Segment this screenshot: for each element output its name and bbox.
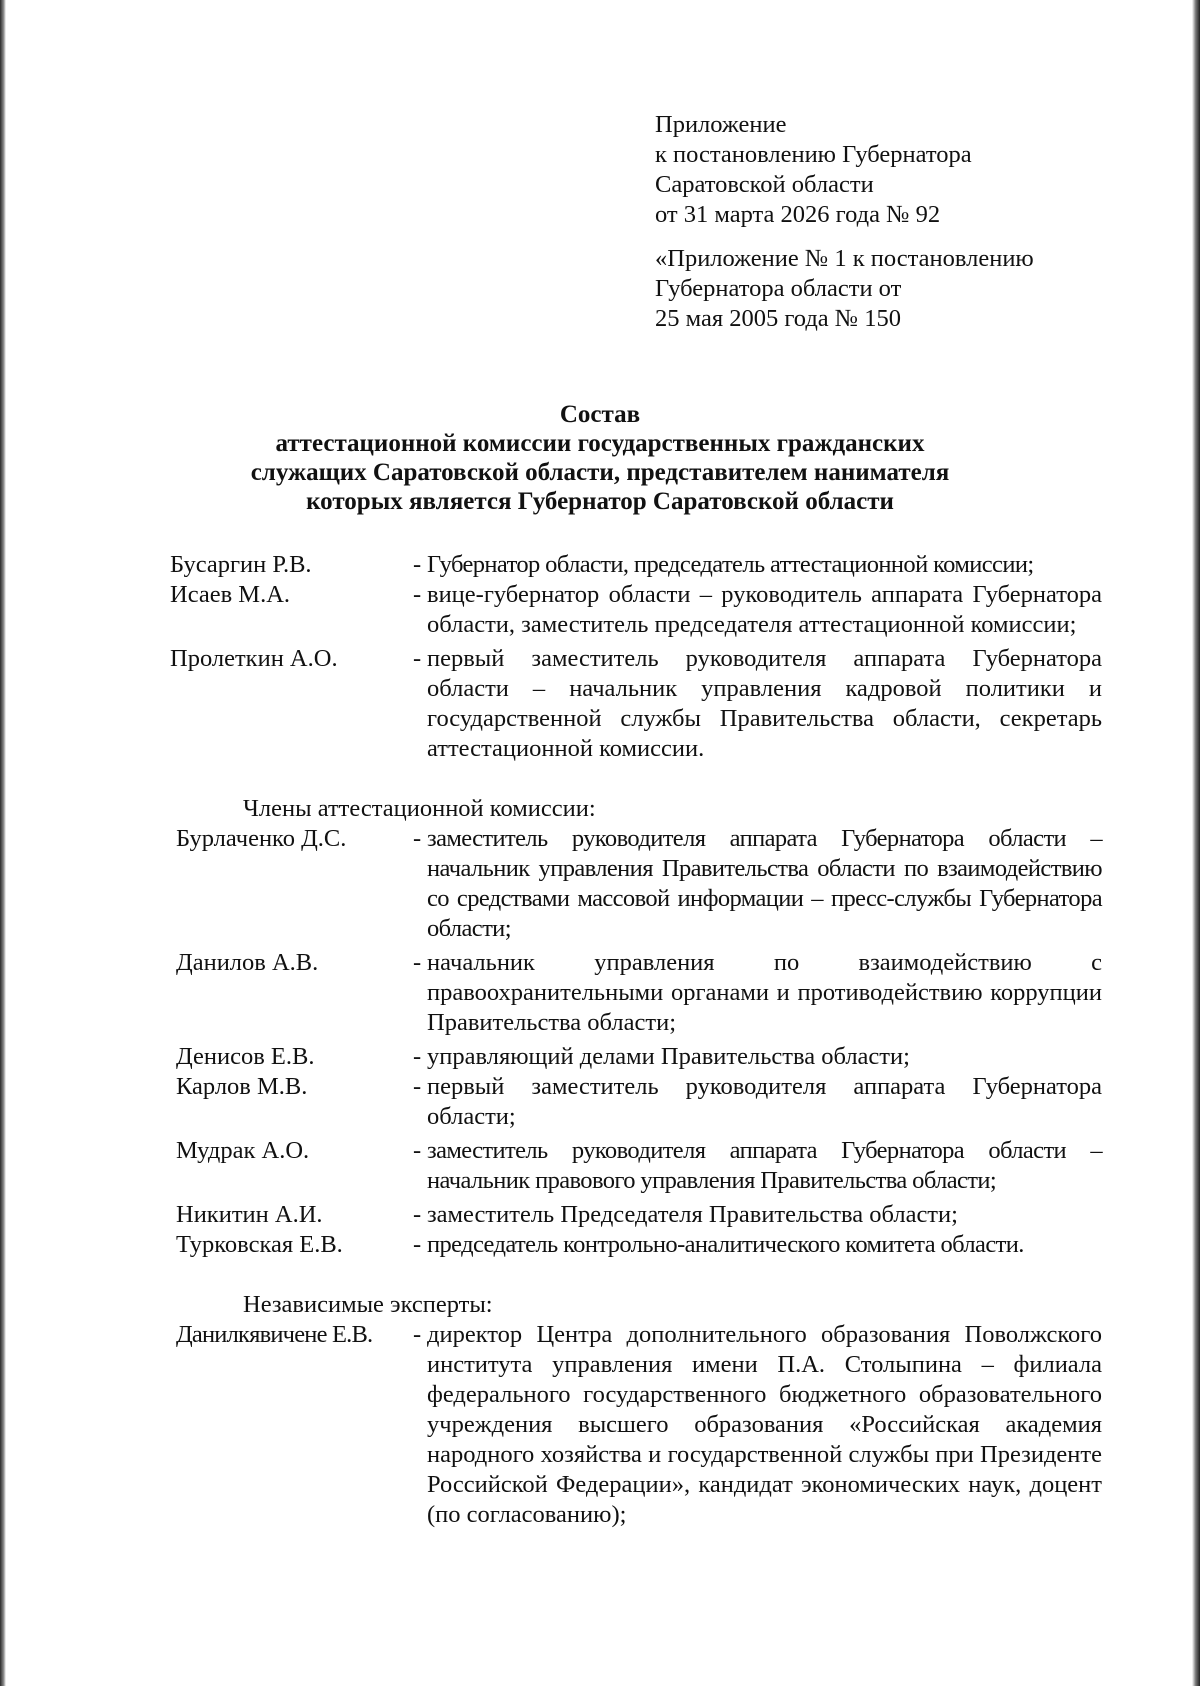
list-item xyxy=(170,644,1105,764)
list-item xyxy=(170,948,1105,1038)
list-item xyxy=(170,580,1105,640)
dash: - xyxy=(413,1201,422,1228)
list-item xyxy=(170,1042,1105,1072)
dash: - xyxy=(413,1321,422,1348)
dash: - xyxy=(413,1043,422,1070)
annex-line: Приложение xyxy=(655,111,787,138)
annex-block-original xyxy=(655,244,1115,334)
annex-line: к постановлению Губернатора xyxy=(655,141,972,168)
member-role: Губернатор области, председатель аттестационной комиссии; xyxy=(427,551,1034,578)
member-role: начальник управления по взаимодействию с правоохранительными органами и противодействию коррупции Правительства области; xyxy=(427,949,1102,1036)
title-line: Состав xyxy=(559,401,641,428)
member-name: Турковская Е.В. xyxy=(176,1231,343,1258)
document-title xyxy=(150,400,1050,516)
member-role: первый заместитель руководителя аппарата Губернатора области; xyxy=(427,1073,1102,1130)
member-name: Данилов А.В. xyxy=(176,949,319,976)
list-item xyxy=(170,1320,1105,1530)
member-role: заместитель Председателя Правительства области; xyxy=(427,1201,958,1228)
member-name: Карлов М.В. xyxy=(176,1073,308,1100)
member-role: заместитель руководителя аппарата Губернатора области – начальник правового управления Правительства области; xyxy=(427,1137,1102,1194)
members-heading: Члены аттестационной комиссии: xyxy=(243,795,596,822)
dash: - xyxy=(413,551,422,578)
list-item xyxy=(170,1200,1105,1230)
member-name: Пролеткин А.О. xyxy=(170,645,338,672)
annex-line: 25 мая 2005 года № 150 xyxy=(655,305,902,332)
dash: - xyxy=(413,1073,422,1100)
member-name: Исаев М.А. xyxy=(170,581,291,608)
annex-line: Губернатора области от xyxy=(655,275,902,302)
member-name: Денисов Е.В. xyxy=(176,1043,315,1070)
commission-list xyxy=(170,550,1105,1530)
dash: - xyxy=(413,825,422,852)
dash: - xyxy=(413,645,422,672)
member-name: Никитин А.И. xyxy=(176,1201,323,1228)
experts-heading: Независимые эксперты: xyxy=(243,1291,493,1318)
member-name: Бурлаченко Д.С. xyxy=(176,825,347,852)
member-role: председатель контрольно-аналитического комитета области. xyxy=(427,1231,1024,1258)
annex-block-current xyxy=(655,110,1115,230)
list-item xyxy=(170,1072,1105,1132)
title-line: служащих Саратовской области, представителем нанимателя xyxy=(250,459,950,486)
list-item xyxy=(170,824,1105,944)
member-role: директор Центра дополнительного образования Поволжского института управления имени П.А. Столыпина – филиала федерального государственного бюджетного образовательного учреждения высшего образования «Российская академия народного хозяйства и государственной службы при Президенте Российской Федерации», кандидат экономических наук, доцент (по согласованию); xyxy=(427,1321,1102,1528)
member-role: вице-губернатор области – руководитель аппарата Губернатора области, заместитель председателя аттестационной комиссии; xyxy=(427,581,1102,638)
member-role: первый заместитель руководителя аппарата Губернатора области – начальник управления кадровой политики и государственной службы Правительства области, секретарь аттестационной комиссии. xyxy=(427,645,1102,762)
member-name: Бусаргин Р.В. xyxy=(170,551,312,578)
title-line: аттестационной комиссии государственных гражданских xyxy=(275,430,925,457)
annex-line: «Приложение № 1 к постановлению xyxy=(655,245,1034,272)
list-item xyxy=(170,550,1105,580)
dash: - xyxy=(413,949,422,976)
annex-header xyxy=(655,110,1115,334)
list-item xyxy=(170,1136,1105,1196)
title-line: которых является Губернатор Саратовской области xyxy=(306,488,894,515)
member-name: Данилкявичене Е.В. xyxy=(176,1321,373,1348)
member-role: управляющий делами Правительства области; xyxy=(427,1043,910,1070)
dash: - xyxy=(413,1137,422,1164)
annex-line: Саратовской области xyxy=(655,171,874,198)
annex-line: от 31 марта 2026 года № 92 xyxy=(655,201,941,228)
dash: - xyxy=(413,581,422,608)
member-role: заместитель руководителя аппарата Губернатора области – начальник управления Правительства области по взаимодействию со средствами массовой информации – пресс-службы Губернатора области; xyxy=(427,825,1102,942)
dash: - xyxy=(413,1231,422,1258)
member-name: Мудрак А.О. xyxy=(176,1137,310,1164)
list-item xyxy=(170,1230,1105,1260)
